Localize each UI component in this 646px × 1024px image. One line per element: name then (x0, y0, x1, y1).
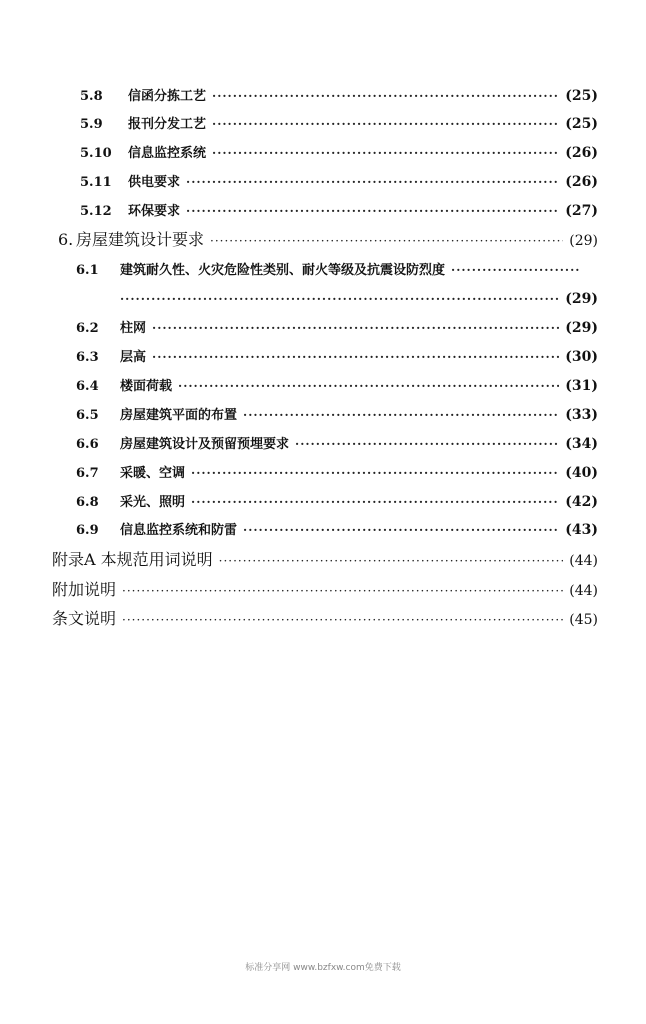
leader-dots (243, 405, 559, 425)
toc-entry-number: 5.8 (80, 89, 103, 104)
toc-entry-page: (34) (565, 436, 598, 452)
leader-dots (186, 201, 559, 221)
toc-entry-continuation[interactable] (120, 289, 598, 309)
toc-entry-title: 建筑耐久性、火灾危险性类别、耐火等级及抗震设防烈度 (120, 263, 446, 278)
toc-entry-page: (29) (565, 320, 598, 336)
toc-appendix[interactable] (52, 580, 598, 601)
toc-entry-title: 信息监控系统和防雷 (120, 523, 238, 538)
toc-entry-page: (44) (569, 583, 598, 599)
toc-entry-title: 附加说明 (52, 580, 117, 599)
toc-entry[interactable] (76, 492, 598, 513)
toc-entry[interactable] (80, 172, 598, 193)
toc-entry-page: (44) (569, 553, 598, 569)
leader-dots (210, 231, 563, 251)
toc-entry-number: 6.1 (76, 263, 99, 278)
toc-entry[interactable] (76, 318, 598, 339)
toc-entry-number: 5.9 (80, 117, 103, 132)
toc-entry-title: 供电要求 (128, 175, 181, 190)
toc-entry-number: 6.6 (76, 437, 99, 452)
toc-entry-title: 柱网 (120, 321, 147, 336)
toc-entry-number: 5.11 (80, 175, 112, 190)
toc-entry-number: 5.12 (80, 204, 112, 219)
leader-dots (212, 114, 559, 134)
toc-entry-title: 房屋建筑设计要求 (76, 230, 205, 249)
leader-dots (122, 581, 563, 601)
toc-entry-number: 6.2 (76, 321, 99, 336)
toc-entry-number: 6.5 (76, 408, 99, 423)
toc-entry-title: 环保要求 (128, 204, 181, 219)
toc-entry-title: 附录A 本规范用词说明 (52, 550, 213, 569)
toc-entry[interactable] (76, 260, 586, 281)
toc-entry[interactable] (80, 143, 598, 164)
toc-entry-page: (25) (565, 88, 598, 104)
toc-appendix[interactable] (52, 550, 598, 571)
leader-dots (178, 376, 559, 396)
toc-entry-number: 6.9 (76, 523, 99, 538)
toc-entry[interactable] (80, 114, 598, 135)
toc-entry[interactable] (76, 376, 598, 397)
toc-entry-page: (25) (565, 116, 598, 132)
toc-entry-number: 6.4 (76, 379, 99, 394)
toc-entry-page: (31) (565, 378, 598, 394)
leader-dots (212, 143, 559, 163)
toc-entry-title: 房屋建筑设计及预留预埋要求 (120, 437, 290, 452)
toc-entry-title: 层高 (120, 350, 147, 365)
toc-entry-page: (26) (565, 174, 598, 190)
toc-entry-page: (40) (565, 465, 598, 481)
leader-dots (186, 172, 559, 192)
toc-entry-title: 采光、照明 (120, 495, 186, 510)
leader-dots (191, 492, 559, 512)
toc-chapter[interactable] (58, 230, 598, 251)
leader-dots (295, 434, 559, 454)
toc-entry-page: (30) (565, 349, 598, 365)
toc-entry-number: 5.10 (80, 146, 112, 161)
toc-entry-title: 报刊分发工艺 (128, 117, 207, 132)
toc-entry-page: (43) (565, 522, 598, 538)
toc-entry[interactable] (80, 86, 598, 107)
leader-dots (152, 318, 559, 338)
toc-entry-title: 采暖、空调 (120, 466, 186, 481)
toc-entry-title: 信函分拣工艺 (128, 89, 207, 104)
leader-dots (243, 520, 559, 540)
leader-dots (120, 289, 559, 309)
toc-entry[interactable] (80, 201, 598, 222)
toc-entry-page: (29) (565, 291, 598, 307)
toc-entry-number: 6.8 (76, 495, 99, 510)
toc-entry-number: 6.7 (76, 466, 99, 481)
toc-entry-page: (42) (565, 494, 598, 510)
toc-entry-page: (29) (569, 233, 598, 249)
toc-entry[interactable] (76, 405, 598, 426)
toc-entry[interactable] (76, 347, 598, 368)
toc-entry[interactable] (76, 434, 598, 455)
leader-dots (219, 551, 564, 571)
toc-entry-title: 房屋建筑平面的布置 (120, 408, 238, 423)
leader-dots (122, 610, 563, 630)
toc-entry-page: (45) (569, 612, 598, 628)
leader-dots (451, 260, 580, 280)
toc-entry-page: (33) (565, 407, 598, 423)
leader-dots (212, 86, 559, 106)
toc-entry-title: 条文说明 (52, 609, 117, 628)
toc-entry[interactable] (76, 463, 598, 484)
toc-entry-title: 楼面荷载 (120, 379, 173, 394)
toc-entry-page: (27) (565, 203, 598, 219)
toc-entry-page: (26) (565, 145, 598, 161)
leader-dots (152, 347, 559, 367)
toc-entry-number: 6.3 (76, 350, 99, 365)
toc-appendix[interactable] (52, 609, 598, 630)
toc-entry[interactable] (76, 520, 598, 541)
toc-entry-title: 信息监控系统 (128, 146, 207, 161)
footer-watermark: 标准分享网 www.bzfxw.com免费下载 (245, 963, 401, 973)
leader-dots (191, 463, 559, 483)
toc-entry-number: 6. (58, 230, 74, 249)
